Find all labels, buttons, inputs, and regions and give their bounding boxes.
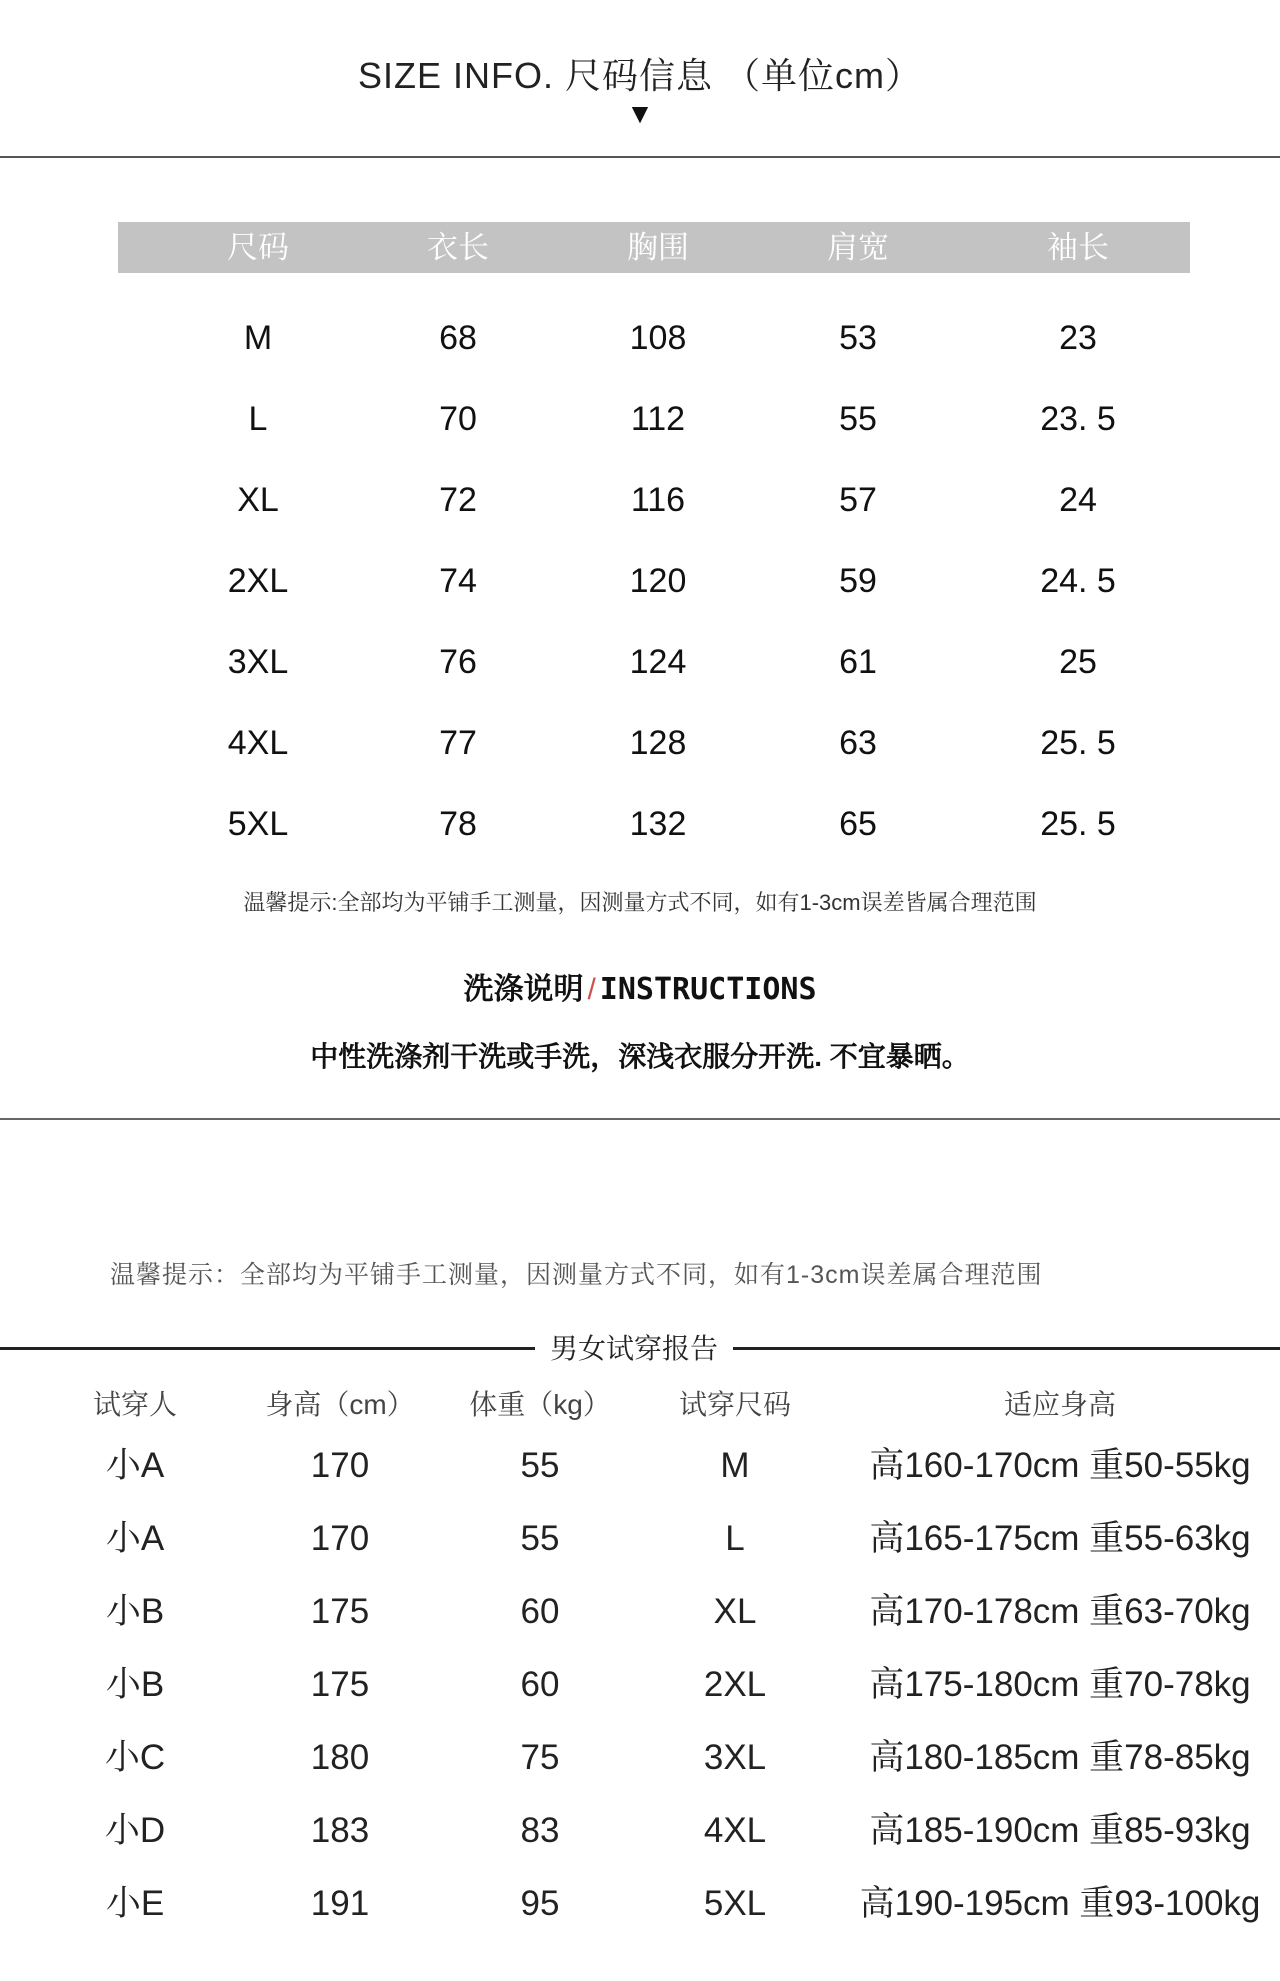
table-cell: 175 — [310, 1592, 370, 1631]
table-cell: 65 — [839, 805, 877, 843]
table-cell: 124 — [629, 643, 687, 681]
table-cell: L — [725, 1519, 745, 1558]
table-row — [0, 1436, 1280, 1496]
table-cell: 5XL — [227, 805, 289, 843]
table-cell: 小A — [105, 1519, 165, 1558]
table-cell: 25. 5 — [1040, 724, 1116, 762]
table-cell: 2XL — [227, 562, 289, 600]
table-cell: XL — [237, 481, 279, 519]
table-cell: 4XL — [703, 1811, 767, 1850]
table-cell: XL — [713, 1592, 757, 1631]
table-cell: 4XL — [227, 724, 289, 762]
table-row — [0, 470, 1280, 530]
table-cell: 74 — [439, 562, 477, 600]
column-header: 袖长 — [1047, 230, 1109, 265]
divider — [0, 1347, 535, 1350]
table-cell: 77 — [439, 724, 477, 762]
table-cell: 小B — [105, 1592, 165, 1631]
fit-report-title: 男女试穿报告 — [549, 1333, 718, 1364]
washing-text: 中性洗涤剂干洗或手洗，深浅衣服分开洗. 不宜暴晒。 — [310, 1041, 970, 1072]
table-cell: 高170-178cm 重63-70kg — [869, 1592, 1251, 1631]
table-cell: 25 — [1059, 643, 1097, 681]
washing-title-cn: 洗涤说明 — [463, 973, 584, 1006]
column-header: 试穿人 — [92, 1389, 177, 1420]
table-cell: 2XL — [703, 1665, 767, 1704]
table-row — [0, 551, 1280, 611]
table-row — [0, 1655, 1280, 1715]
measure-tip: 温馨提示:全部均为平铺手工测量，因测量方式不同，如有1-3cm误差皆属合理范围 — [243, 890, 1037, 915]
table-cell: 高190-195cm 重93-100kg — [859, 1884, 1261, 1923]
table-cell: 70 — [439, 400, 477, 438]
divider — [733, 1347, 1280, 1350]
measure-tip-2: 温馨提示：全部均为平铺手工测量，因测量方式不同，如有1-3cm误差属合理范围 — [110, 1261, 1043, 1289]
divider — [0, 156, 1280, 158]
table-row — [0, 713, 1280, 773]
table-cell: 68 — [439, 319, 477, 357]
table-cell: 95 — [520, 1884, 560, 1923]
table-cell: 183 — [310, 1811, 370, 1850]
table-cell: 57 — [839, 481, 877, 519]
column-header: 体重（kg） — [469, 1389, 611, 1420]
table-cell: 120 — [629, 562, 687, 600]
table-cell: 132 — [629, 805, 687, 843]
table-cell: 53 — [839, 319, 877, 357]
down-arrow-icon: ▼ — [626, 98, 654, 129]
table-row — [0, 1509, 1280, 1569]
table-cell: 高175-180cm 重70-78kg — [869, 1665, 1251, 1704]
table-cell: 76 — [439, 643, 477, 681]
table-row — [0, 1801, 1280, 1861]
table-cell: 63 — [839, 724, 877, 762]
washing-title — [0, 964, 1280, 1008]
table-cell: 55 — [520, 1446, 560, 1485]
table-row — [0, 389, 1280, 449]
slash-mark: / — [587, 973, 596, 1006]
table-cell: 78 — [439, 805, 477, 843]
table-cell: 小D — [104, 1811, 166, 1850]
table-cell: 小C — [104, 1738, 166, 1777]
table-cell: 3XL — [227, 643, 289, 681]
table-cell: 170 — [310, 1519, 370, 1558]
table-cell: 170 — [310, 1446, 370, 1485]
fit-table-header — [0, 1382, 1280, 1428]
column-header: 衣长 — [427, 230, 489, 265]
table-cell: 小E — [105, 1884, 165, 1923]
table-cell: 55 — [520, 1519, 560, 1558]
table-cell: 175 — [310, 1665, 370, 1704]
table-cell: 61 — [839, 643, 877, 681]
page-title: SIZE INFO. 尺码信息 （单位cm） — [357, 55, 922, 96]
table-cell: 75 — [520, 1738, 560, 1777]
table-cell: 128 — [629, 724, 687, 762]
table-row — [0, 632, 1280, 692]
table-cell: 小B — [105, 1665, 165, 1704]
table-cell: M — [720, 1446, 750, 1485]
table-cell: 高185-190cm 重85-93kg — [869, 1811, 1251, 1850]
table-cell: 小A — [105, 1446, 165, 1485]
washing-title-en: INSTRUCTIONS — [599, 972, 817, 1007]
table-cell: 24 — [1059, 481, 1097, 519]
table-cell: 高165-175cm 重55-63kg — [869, 1519, 1251, 1558]
table-cell: 191 — [310, 1884, 370, 1923]
table-cell: 5XL — [703, 1884, 767, 1923]
table-cell: 180 — [310, 1738, 370, 1777]
table-cell: 59 — [839, 562, 877, 600]
size-table-header — [118, 222, 1190, 273]
table-cell: 112 — [630, 400, 686, 438]
table-row — [0, 1874, 1280, 1934]
table-cell: 60 — [520, 1665, 560, 1704]
column-header: 胸围 — [627, 230, 689, 265]
table-cell: M — [243, 319, 273, 357]
table-cell: 3XL — [703, 1738, 767, 1777]
table-cell: 60 — [520, 1592, 560, 1631]
column-header: 适应身高 — [1003, 1389, 1116, 1420]
table-cell: 24. 5 — [1040, 562, 1116, 600]
table-cell: 108 — [629, 319, 687, 357]
column-header: 肩宽 — [827, 230, 889, 265]
table-cell: 23 — [1059, 319, 1097, 357]
table-row — [0, 308, 1280, 368]
table-row — [0, 1728, 1280, 1788]
table-cell: 高160-170cm 重50-55kg — [869, 1446, 1251, 1485]
table-cell: 高180-185cm 重78-85kg — [869, 1738, 1251, 1777]
table-cell: 72 — [439, 481, 477, 519]
table-cell: 25. 5 — [1040, 805, 1116, 843]
table-row — [0, 1582, 1280, 1642]
divider — [0, 1118, 1280, 1120]
table-cell: 116 — [630, 481, 686, 519]
table-cell: 23. 5 — [1040, 400, 1116, 438]
column-header: 尺码 — [227, 230, 289, 265]
table-cell: 83 — [520, 1811, 560, 1850]
table-cell: 55 — [839, 400, 877, 438]
table-row — [0, 794, 1280, 854]
column-header: 身高（cm） — [265, 1389, 415, 1420]
table-cell: L — [248, 400, 268, 438]
column-header: 试穿尺码 — [678, 1389, 791, 1420]
